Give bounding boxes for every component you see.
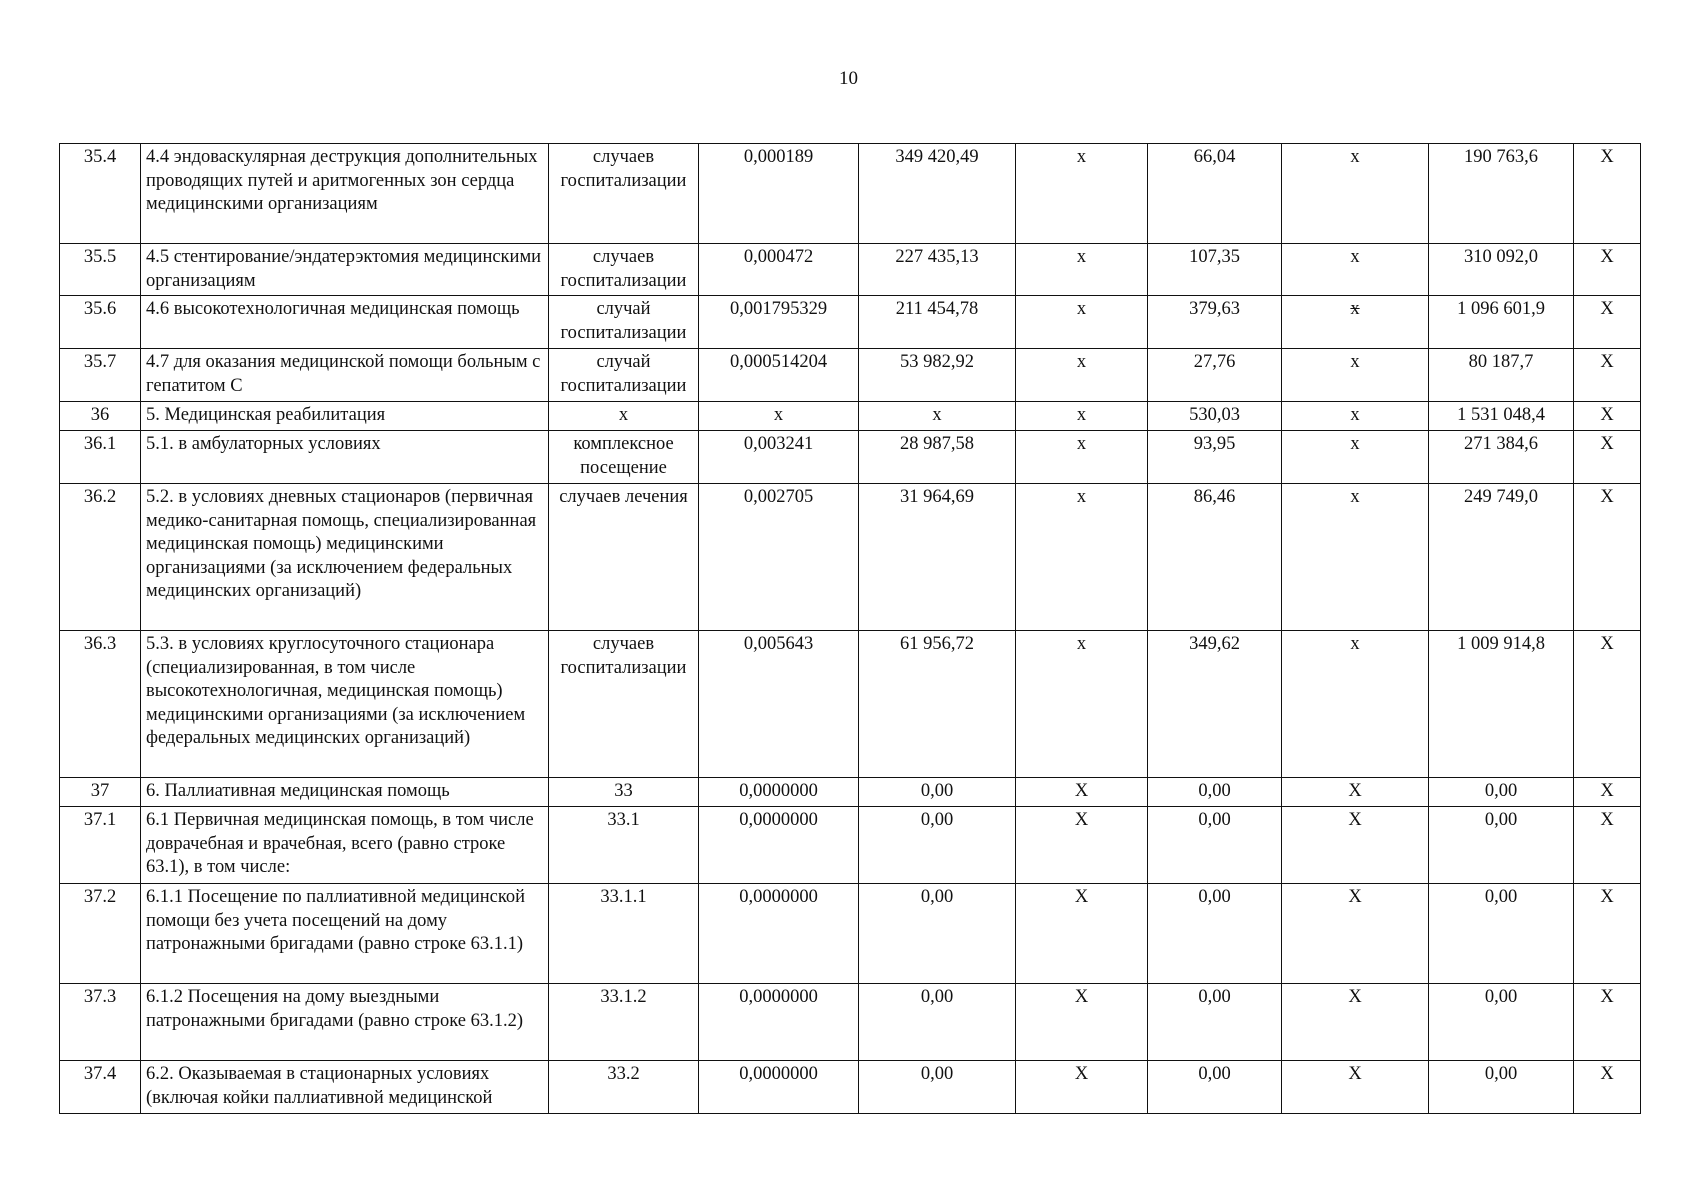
row-rate-cell: 0,0000000	[699, 807, 859, 884]
row-oms-per-capita-cell: 86,46	[1148, 484, 1282, 631]
row-number-cell: 37	[60, 778, 141, 807]
row-cost-cell: х	[859, 402, 1016, 431]
row-oms-total-cell: 1 531 048,4	[1429, 402, 1574, 431]
row-oms-per-capita-cell: 349,62	[1148, 631, 1282, 778]
row-name-cell: 6.1 Первичная медицинская помощь, в том числе доврачебная и врачебная, всего (равно строке 63.1), в том числе:	[141, 807, 549, 884]
row-oms-per-capita-cell: 27,76	[1148, 349, 1282, 402]
row-oms-per-capita-cell: 0,00	[1148, 984, 1282, 1061]
row-budget-per-capita-cell: Х	[1016, 1061, 1148, 1114]
row-cost-cell: 0,00	[859, 807, 1016, 884]
row-budget-per-capita-cell: х	[1016, 349, 1148, 402]
row-oms-total-cell: 190 763,6	[1429, 144, 1574, 244]
table-row	[60, 884, 1641, 984]
row-unit-cell: случаев госпитализации	[549, 631, 699, 778]
row-oms-total-cell: 0,00	[1429, 984, 1574, 1061]
row-rate-cell: 0,0000000	[699, 778, 859, 807]
row-number-cell: 37.3	[60, 984, 141, 1061]
row-budget-total-cell: Х	[1282, 807, 1429, 884]
row-oms-total-cell: 80 187,7	[1429, 349, 1574, 402]
row-oms-total-cell: 0,00	[1429, 884, 1574, 984]
row-budget-per-capita-cell: Х	[1016, 884, 1148, 984]
row-name-cell: 5.3. в условиях круглосуточного стационара (специализированная, в том числе высокотехнологичная, медицинская помощь) медицинскими организациями (за исключением федеральных медицинских организаций)	[141, 631, 549, 778]
row-budget-total-cell: Х	[1282, 884, 1429, 984]
row-budget-total-cell: Х	[1282, 984, 1429, 1061]
row-name-cell: 6.1.1 Посещение по паллиативной медицинской помощи без учета посещений на дому патронажными бригадами (равно строке 63.1.1)	[141, 884, 549, 984]
row-oms-per-capita-cell: 93,95	[1148, 431, 1282, 484]
row-name-cell: 4.7 для оказания медицинской помощи больным с гепатитом С	[141, 349, 549, 402]
row-unit-cell: случай госпитализации	[549, 296, 699, 349]
row-budget-total-cell: х	[1282, 296, 1429, 349]
row-budget-total-cell: Х	[1282, 778, 1429, 807]
table-row	[60, 402, 1641, 431]
row-budget-total-cell: х	[1282, 402, 1429, 431]
row-number-cell: 36	[60, 402, 141, 431]
row-share-cell: Х	[1574, 631, 1641, 778]
row-rate-cell: 0,000514204	[699, 349, 859, 402]
row-budget-per-capita-cell: Х	[1016, 807, 1148, 884]
row-oms-total-cell: 310 092,0	[1429, 244, 1574, 296]
row-rate-cell: 0,005643	[699, 631, 859, 778]
row-oms-total-cell: 0,00	[1429, 778, 1574, 807]
row-unit-cell: 33.1	[549, 807, 699, 884]
row-budget-per-capita-cell: х	[1016, 144, 1148, 244]
row-oms-total-cell: 0,00	[1429, 807, 1574, 884]
table-row	[60, 431, 1641, 484]
table-row	[60, 778, 1641, 807]
row-cost-cell: 53 982,92	[859, 349, 1016, 402]
row-cost-cell: 61 956,72	[859, 631, 1016, 778]
row-number-cell: 35.5	[60, 244, 141, 296]
table-row	[60, 984, 1641, 1061]
row-rate-cell: 0,000472	[699, 244, 859, 296]
table-row	[60, 296, 1641, 349]
row-unit-cell: 33.1.2	[549, 984, 699, 1061]
table-row	[60, 349, 1641, 402]
row-budget-total-cell: х	[1282, 244, 1429, 296]
row-share-cell: Х	[1574, 349, 1641, 402]
row-name-cell: 4.4 эндоваскулярная деструкция дополнительных проводящих путей и аритмогенных зон сердца медицинскими организациям	[141, 144, 549, 244]
row-budget-per-capita-cell: Х	[1016, 778, 1148, 807]
row-unit-cell: случай госпитализации	[549, 349, 699, 402]
row-share-cell: Х	[1574, 807, 1641, 884]
data-table	[59, 143, 1641, 1114]
row-rate-cell: 0,003241	[699, 431, 859, 484]
row-number-cell: 35.4	[60, 144, 141, 244]
row-budget-per-capita-cell: х	[1016, 431, 1148, 484]
row-oms-per-capita-cell: 107,35	[1148, 244, 1282, 296]
table-row	[60, 631, 1641, 778]
row-rate-cell: х	[699, 402, 859, 431]
row-unit-cell: случаев госпитализации	[549, 144, 699, 244]
table-row	[60, 1061, 1641, 1114]
row-budget-per-capita-cell: х	[1016, 244, 1148, 296]
row-cost-cell: 227 435,13	[859, 244, 1016, 296]
row-unit-cell: комплексное посещение	[549, 431, 699, 484]
row-oms-per-capita-cell: 0,00	[1148, 807, 1282, 884]
row-number-cell: 35.7	[60, 349, 141, 402]
row-share-cell: Х	[1574, 1061, 1641, 1114]
row-oms-per-capita-cell: 0,00	[1148, 884, 1282, 984]
table-row	[60, 244, 1641, 296]
row-unit-cell: случаев госпитализации	[549, 244, 699, 296]
row-budget-per-capita-cell: х	[1016, 631, 1148, 778]
row-unit-cell: 33	[549, 778, 699, 807]
table-body	[60, 144, 1641, 1114]
row-number-cell: 35.6	[60, 296, 141, 349]
row-rate-cell: 0,002705	[699, 484, 859, 631]
row-number-cell: 37.2	[60, 884, 141, 984]
row-share-cell: Х	[1574, 244, 1641, 296]
row-budget-total-cell: х	[1282, 631, 1429, 778]
row-unit-cell: 33.1.1	[549, 884, 699, 984]
row-budget-total-cell: Х	[1282, 1061, 1429, 1114]
row-rate-cell: 0,000189	[699, 144, 859, 244]
row-rate-cell: 0,001795329	[699, 296, 859, 349]
row-unit-cell: случаев лечения	[549, 484, 699, 631]
table-row	[60, 144, 1641, 244]
row-budget-per-capita-cell: х	[1016, 484, 1148, 631]
row-share-cell: Х	[1574, 884, 1641, 984]
row-name-cell: 5. Медицинская реабилитация	[141, 402, 549, 431]
row-budget-total-cell: х	[1282, 349, 1429, 402]
row-budget-total-cell: х	[1282, 484, 1429, 631]
row-cost-cell: 0,00	[859, 1061, 1016, 1114]
row-budget-per-capita-cell: х	[1016, 402, 1148, 431]
row-budget-per-capita-cell: Х	[1016, 984, 1148, 1061]
row-oms-per-capita-cell: 0,00	[1148, 1061, 1282, 1114]
row-cost-cell: 349 420,49	[859, 144, 1016, 244]
row-oms-total-cell: 0,00	[1429, 1061, 1574, 1114]
row-share-cell: Х	[1574, 484, 1641, 631]
row-name-cell: 5.2. в условиях дневных стационаров (первичная медико-санитарная помощь, специализированная медицинская помощь) медицинскими организациями (за исключением федеральных медицинских организаций)	[141, 484, 549, 631]
row-share-cell: Х	[1574, 144, 1641, 244]
row-oms-total-cell: 1 009 914,8	[1429, 631, 1574, 778]
row-name-cell: 4.5 стентирование/эндатерэктомия медицинскими организациям	[141, 244, 549, 296]
row-number-cell: 36.1	[60, 431, 141, 484]
row-cost-cell: 0,00	[859, 884, 1016, 984]
row-share-cell: Х	[1574, 431, 1641, 484]
row-number-cell: 37.4	[60, 1061, 141, 1114]
table-row	[60, 807, 1641, 884]
row-cost-cell: 0,00	[859, 984, 1016, 1061]
page-number: 10	[839, 68, 858, 89]
row-oms-total-cell: 271 384,6	[1429, 431, 1574, 484]
row-name-cell: 6.2. Оказываемая в стационарных условиях (включая койки паллиативной медицинской	[141, 1061, 549, 1114]
row-name-cell: 6.1.2 Посещения на дому выездными патронажными бригадами (равно строке 63.1.2)	[141, 984, 549, 1061]
row-cost-cell: 28 987,58	[859, 431, 1016, 484]
row-share-cell: Х	[1574, 984, 1641, 1061]
row-share-cell: Х	[1574, 296, 1641, 349]
row-cost-cell: 31 964,69	[859, 484, 1016, 631]
row-share-cell: Х	[1574, 778, 1641, 807]
row-unit-cell: 33.2	[549, 1061, 699, 1114]
row-share-cell: Х	[1574, 402, 1641, 431]
row-oms-per-capita-cell: 379,63	[1148, 296, 1282, 349]
row-number-cell: 37.1	[60, 807, 141, 884]
row-unit-cell: х	[549, 402, 699, 431]
row-name-cell: 4.6 высокотехнологичная медицинская помощь	[141, 296, 549, 349]
row-budget-total-cell: х	[1282, 431, 1429, 484]
row-oms-total-cell: 1 096 601,9	[1429, 296, 1574, 349]
row-cost-cell: 211 454,78	[859, 296, 1016, 349]
row-oms-per-capita-cell: 0,00	[1148, 778, 1282, 807]
table-row	[60, 484, 1641, 631]
row-cost-cell: 0,00	[859, 778, 1016, 807]
row-number-cell: 36.3	[60, 631, 141, 778]
row-number-cell: 36.2	[60, 484, 141, 631]
row-name-cell: 5.1. в амбулаторных условиях	[141, 431, 549, 484]
row-oms-total-cell: 249 749,0	[1429, 484, 1574, 631]
row-rate-cell: 0,0000000	[699, 884, 859, 984]
row-budget-total-cell: х	[1282, 144, 1429, 244]
row-rate-cell: 0,0000000	[699, 984, 859, 1061]
row-oms-per-capita-cell: 66,04	[1148, 144, 1282, 244]
row-oms-per-capita-cell: 530,03	[1148, 402, 1282, 431]
row-budget-per-capita-cell: х	[1016, 296, 1148, 349]
row-rate-cell: 0,0000000	[699, 1061, 859, 1114]
row-name-cell: 6. Паллиативная медицинская помощь	[141, 778, 549, 807]
